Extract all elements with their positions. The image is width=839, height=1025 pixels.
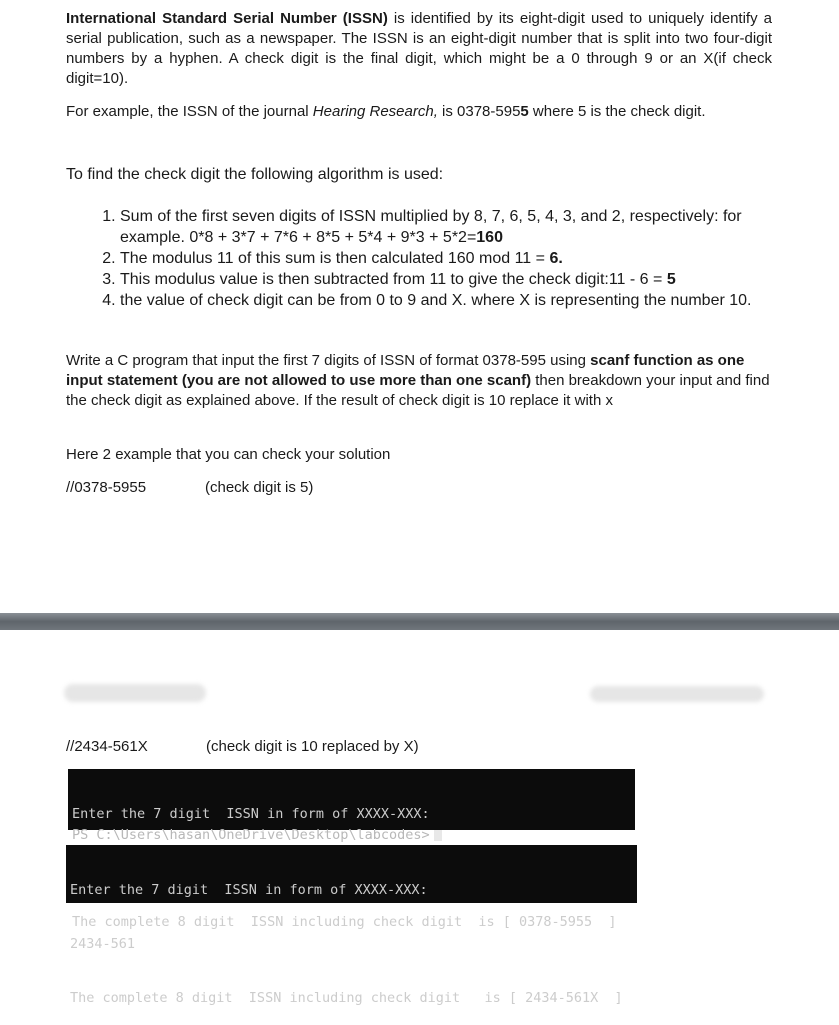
intro-paragraph xyxy=(66,9,772,89)
example-prefix: For example, the ISSN of the journal xyxy=(66,103,313,120)
example-2-issn: //2434-561X xyxy=(66,738,148,755)
task-paragraph: Write a C program that input the first 7 digits of ISSN of format 0378-595 using scanf function as one input statement (you are not allowed to use more than one scanf) then breakdown your input and find the check digit as explained above. If the result of check digit is 10 replace it with x xyxy=(66,352,770,409)
console-prompt: Enter the 7 digit ISSN in form of XXXX-XXX: xyxy=(70,882,428,898)
intro-text: is identified by its eight-digit used to uniquely identify a serial publication, such as a newspaper. The ISSN is an eight-digit number that is split into two four-digit numbers by a hyphen. A check digit is the final digit, which might be a 0 through 9 or an X(if check digit=10). xyxy=(66,10,772,87)
console-next-prompt: PS C:\Users\hasan\OneDrive\Desktop\labcodes> xyxy=(72,826,442,840)
step-item: 1. Sum of the first seven digits of ISSN multiplied by 8, 7, 6, 5, 4, 3, and 2, respectively: for example. 0*8 + 3*7 + 7*6 + 8*5 + 5*4 + 9*3 + 5*2=160 xyxy=(120,206,810,248)
step-item: 3. This modulus value is then subtracted from 11 to give the check digit:11 - 6 = 5 xyxy=(120,269,810,290)
example-issn: is 0378-595 xyxy=(437,103,521,120)
examples-intro: Here 2 example that you can check your solution xyxy=(66,446,391,463)
example-suffix: where 5 is the check digit. xyxy=(528,103,706,120)
algorithm-intro: To find the check digit the following algorithm is used: xyxy=(66,166,444,183)
console-input: 2434-561 xyxy=(70,936,136,952)
example-1-note: (check digit is 5) xyxy=(205,479,314,496)
journal-name: Hearing Research, xyxy=(312,103,438,120)
step-item: 2. The modulus 11 of this sum is then calculated 160 mod 11 = 6. xyxy=(120,248,810,269)
example-2-note: (check digit is 10 replaced by X) xyxy=(206,738,419,755)
console-result: The complete 8 digit ISSN including check digit is [ 2434-561X ] xyxy=(70,990,623,1006)
step-item: 4. the value of check digit can be from 0 to 9 and X. where X is representing the number 10. xyxy=(120,290,810,311)
page-divider xyxy=(0,613,839,630)
cursor-icon xyxy=(434,830,442,841)
algorithm-steps xyxy=(66,206,810,311)
example-paragraph xyxy=(66,102,772,122)
console-prompt: Enter the 7 digit ISSN in form of XXXX-XXX: xyxy=(72,806,430,822)
blurred-area xyxy=(64,684,206,702)
example-check-digit: 5 xyxy=(520,103,529,120)
blurred-area xyxy=(590,686,764,702)
console-output-1 xyxy=(68,769,635,930)
console-result: The complete 8 digit ISSN including check digit is [ 0378-5955 ] xyxy=(72,914,617,930)
issn-term: International Standard Serial Number (ISSN) xyxy=(66,10,388,27)
example-1-issn: //0378-5955 xyxy=(66,479,147,496)
scanf-requirement: scanf function as one input statement (you are not allowed to use more than one scanf) xyxy=(66,352,745,389)
